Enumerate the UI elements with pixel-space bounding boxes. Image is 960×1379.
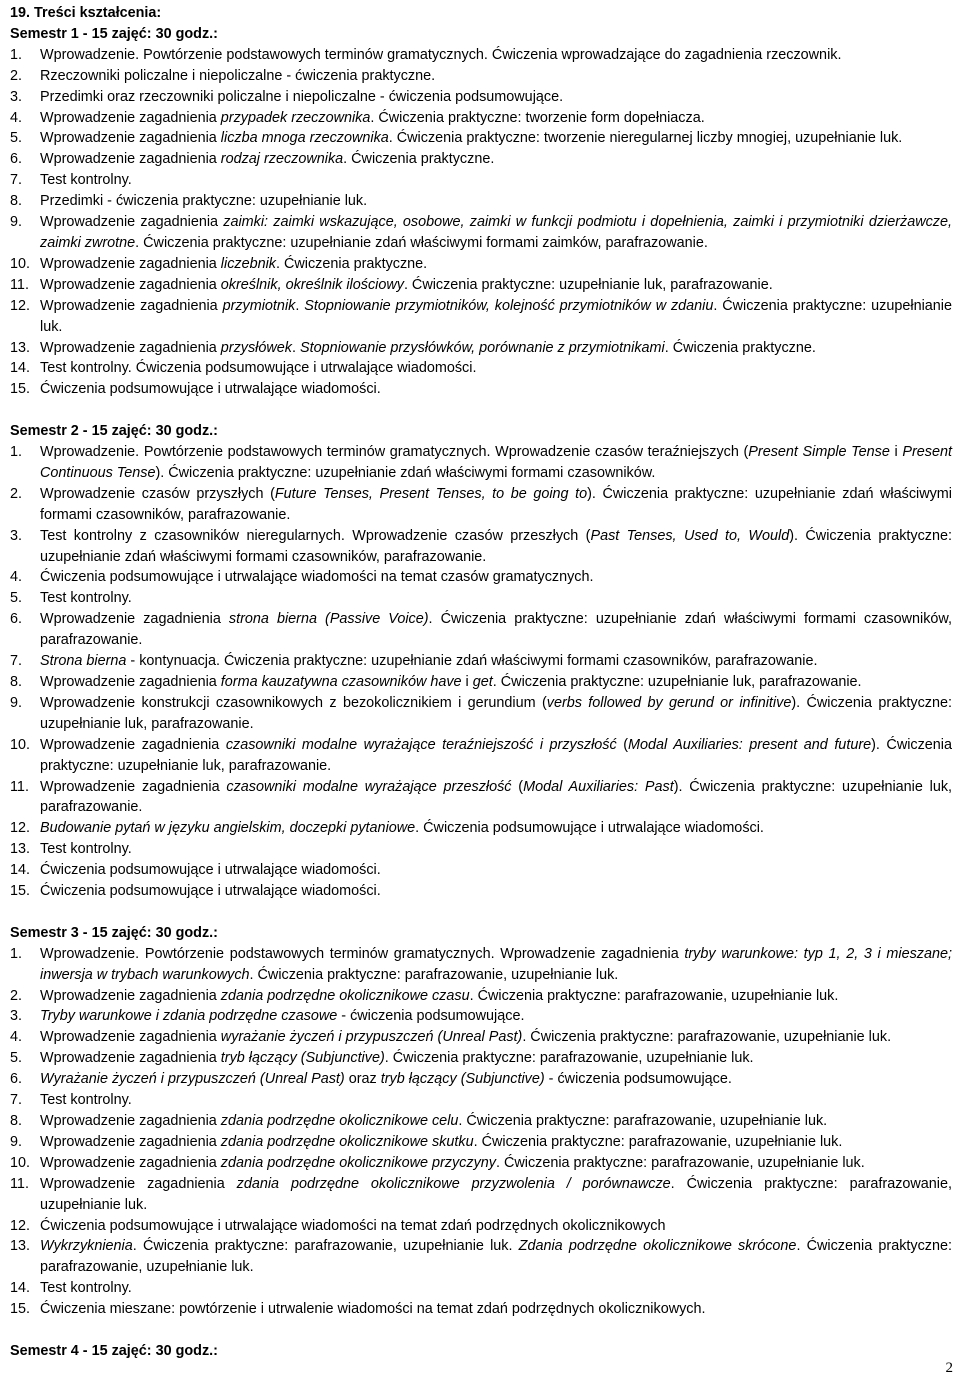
topic-item bbox=[10, 1236, 952, 1278]
topic-term: tryb łączący (Subjunctive) bbox=[220, 1050, 385, 1067]
topic-text: Wprowadzenie zagadnienia bbox=[40, 109, 221, 126]
topic-term: Tryby warunkowe i zdania podrzędne czasowe bbox=[40, 1008, 338, 1025]
topic-item bbox=[10, 693, 952, 735]
topic-text: i bbox=[889, 444, 903, 461]
topic-text: Wprowadzenie. Powtórzenie podstawowych terminów gramatycznych. Wprowadzenie zagadnienia bbox=[40, 945, 685, 962]
spacer bbox=[10, 400, 952, 421]
topic-text: - ćwiczenia podsumowujące. bbox=[337, 1008, 525, 1025]
topic-text: . Ćwiczenia praktyczne: parafrazowanie, uzupełnianie luk. bbox=[473, 1133, 843, 1150]
topic-text: Wprowadzenie zagadnienia bbox=[40, 1175, 237, 1192]
topic-number: 13. bbox=[10, 841, 31, 858]
spacer bbox=[10, 1320, 952, 1341]
topic-item bbox=[10, 818, 952, 839]
topic-item bbox=[10, 1153, 952, 1174]
topic-text: Wprowadzenie. Powtórzenie podstawowych terminów gramatycznych. Ćwiczenia wprowadzające do zagadnienia rzeczownik. bbox=[40, 46, 842, 63]
topic-term: Present Simple Tense bbox=[748, 444, 890, 461]
topic-item bbox=[10, 338, 952, 359]
topic-number: 14. bbox=[10, 360, 31, 377]
topic-term: Budowanie pytań w języku angielskim, doczepki pytaniowe bbox=[40, 820, 416, 837]
topic-text: Wprowadzenie zagadnienia bbox=[40, 611, 229, 628]
topic-text: Wprowadzenie. Powtórzenie podstawowych terminów gramatycznych. Wprowadzenie czasów teraźniejszych ( bbox=[40, 444, 749, 461]
topic-text: ). Ćwiczenia praktyczne: uzupełnianie zdań właściwymi formami czasowników. bbox=[155, 464, 656, 481]
topic-text: - ćwiczenia podsumowujące. bbox=[544, 1071, 732, 1088]
topic-text: Wprowadzenie zagadnienia bbox=[40, 1154, 221, 1171]
topic-term: Past Tenses, Used to, Would bbox=[590, 527, 790, 544]
topic-text: Test kontrolny. bbox=[40, 172, 132, 189]
topic-term: tryby warunkowe: typ 1, 2, 3 i mieszane; inwersja w trybach warunkowych bbox=[40, 945, 952, 983]
topic-term: Zdania podrzędne okolicznikowe skrócone bbox=[518, 1238, 797, 1255]
topic-text: ). Ćwiczenia praktyczne: uzupełnianie luk, parafrazowanie. bbox=[40, 694, 952, 732]
topic-number: 6. bbox=[10, 611, 23, 628]
topic-text: . Ćwiczenia praktyczne: uzupełnianie luk. bbox=[40, 297, 952, 335]
topic-term: wyrażanie życzeń i przypuszczeń (Unreal Past) bbox=[220, 1029, 523, 1046]
topic-item bbox=[10, 1174, 952, 1216]
semesters-container bbox=[10, 24, 952, 1362]
topic-item bbox=[10, 1048, 952, 1069]
topic-number: 15. bbox=[10, 1301, 31, 1318]
topic-text: . Ćwiczenia podsumowujące i utrwalające wiadomości. bbox=[415, 820, 764, 837]
topic-text: Wprowadzenie zagadnienia bbox=[40, 1050, 221, 1067]
topic-text: . Ćwiczenia praktyczne: parafrazowanie, uzupełnianie luk. bbox=[40, 1175, 952, 1213]
topic-term: Stopniowanie przysłówków, porównanie z przymiotnikami bbox=[299, 339, 665, 356]
topic-text: Test kontrolny. bbox=[40, 1280, 132, 1297]
topic-term: Modal Auxiliaries: present and future bbox=[628, 736, 872, 753]
topic-term: zdania podrzędne okolicznikowe przyzwolenia / porównawcze bbox=[236, 1175, 671, 1192]
topic-text: - kontynuacja. Ćwiczenia praktyczne: uzupełnianie zdań właściwymi formami czasowników, parafrazowanie. bbox=[126, 653, 818, 670]
topic-number: 1. bbox=[10, 945, 23, 962]
topic-term: zdania podrzędne okolicznikowe celu bbox=[220, 1113, 459, 1129]
topic-number: 11. bbox=[10, 778, 29, 795]
topic-text: Test kontrolny. Ćwiczenia podsumowujące i utrwalające wiadomości. bbox=[40, 360, 477, 377]
topic-text: Test kontrolny. bbox=[40, 841, 132, 858]
topic-list bbox=[10, 45, 952, 400]
topic-text: Wprowadzenie zagadnienia bbox=[40, 339, 221, 356]
topic-text: ). Ćwiczenia praktyczne: uzupełnianie zdań właściwymi formami czasowników, parafrazowanie. bbox=[40, 527, 952, 565]
topic-term: verbs followed by gerund or infinitive bbox=[546, 694, 792, 711]
topic-number: 9. bbox=[10, 694, 23, 711]
topic-number: 12. bbox=[10, 1217, 31, 1234]
topic-term: przysłówek bbox=[220, 339, 292, 356]
topic-text: Przedimki - ćwiczenia praktyczne: uzupełnianie luk. bbox=[40, 193, 368, 210]
topic-text: . Ćwiczenia praktyczne. bbox=[343, 151, 495, 168]
topic-item bbox=[10, 254, 952, 275]
topic-text: Wprowadzenie zagadnienia bbox=[40, 1029, 221, 1046]
topic-term: forma kauzatywna czasowników have bbox=[220, 673, 462, 690]
topic-term: rodzaj rzeczownika bbox=[220, 151, 344, 168]
topic-item bbox=[10, 1278, 952, 1299]
topic-term: zdania podrzędne okolicznikowe przyczyny bbox=[220, 1154, 496, 1171]
topic-item bbox=[10, 1027, 952, 1048]
topic-item bbox=[10, 442, 952, 484]
topic-term: przypadek rzeczownika bbox=[220, 109, 371, 126]
topic-number: 6. bbox=[10, 151, 23, 168]
semester-4 bbox=[10, 1320, 952, 1362]
topic-item bbox=[10, 567, 952, 588]
topic-text: Ćwiczenia podsumowujące i utrwalające wiadomości na temat czasów gramatycznych. bbox=[40, 569, 594, 586]
topic-term: Strona bierna bbox=[40, 653, 127, 670]
topic-term: Future Tenses, Present Tenses, to be going to bbox=[274, 485, 588, 502]
page-number: 2 bbox=[945, 1360, 953, 1376]
topic-term: czasowniki modalne wyrażające przeszłość bbox=[226, 778, 512, 795]
topic-number: 5. bbox=[10, 1050, 23, 1067]
topic-item bbox=[10, 1216, 952, 1237]
topic-text: . Ćwiczenia praktyczne: parafrazowanie, uzupełnianie luk. bbox=[495, 1154, 865, 1171]
topic-number: 2. bbox=[10, 987, 23, 1004]
topic-text: Wprowadzenie czasów przyszłych ( bbox=[40, 485, 275, 502]
topic-text: Ćwiczenia podsumowujące i utrwalające wiadomości. bbox=[40, 381, 381, 398]
topic-text: . Ćwiczenia praktyczne: parafrazowanie, uzupełnianie luk. bbox=[132, 1238, 519, 1255]
topic-item bbox=[10, 588, 952, 609]
topic-item bbox=[10, 1299, 952, 1320]
topic-term: Stopniowanie przymiotników, kolejność przymiotników w zdaniu bbox=[304, 297, 714, 314]
topic-number: 8. bbox=[10, 1113, 23, 1129]
topic-text: Wprowadzenie zagadnienia bbox=[40, 255, 221, 272]
topic-text: Przedimki oraz rzeczowniki policzalne i niepoliczalne - ćwiczenia podsumowujące. bbox=[40, 88, 564, 105]
topic-term: zdania podrzędne okolicznikowe czasu bbox=[220, 987, 470, 1004]
topic-term: zdania podrzędne okolicznikowe skutku bbox=[220, 1133, 474, 1150]
topic-number: 15. bbox=[10, 883, 31, 900]
topic-text: Wprowadzenie zagadnienia bbox=[40, 151, 221, 168]
topic-text: Ćwiczenia podsumowujące i utrwalające wiadomości. bbox=[40, 883, 381, 900]
topic-item bbox=[10, 735, 952, 777]
topic-text: ( bbox=[511, 778, 524, 795]
topic-term: określnik, określnik ilościowy bbox=[220, 276, 404, 293]
topic-text: Wprowadzenie zagadnienia bbox=[40, 673, 221, 690]
topic-term: Modal Auxiliaries: Past bbox=[523, 778, 674, 795]
topic-text: Wprowadzenie konstrukcji czasownikowych z bezokolicznikiem i gerundium ( bbox=[40, 694, 547, 711]
topic-number: 8. bbox=[10, 193, 23, 210]
topic-number: 14. bbox=[10, 862, 31, 879]
topic-item bbox=[10, 128, 952, 149]
topic-term: tryb łączący (Subjunctive) bbox=[380, 1071, 545, 1088]
topic-number: 2. bbox=[10, 67, 23, 84]
topic-number: 4. bbox=[10, 109, 23, 126]
topic-text: . Ćwiczenia praktyczne: parafrazowanie, uzupełnianie luk. bbox=[469, 987, 839, 1004]
topic-number: 14. bbox=[10, 1280, 31, 1297]
topic-item bbox=[10, 275, 952, 296]
topic-item bbox=[10, 45, 952, 66]
topic-number: 4. bbox=[10, 569, 23, 586]
topic-text: . Ćwiczenia praktyczne: parafrazowanie, uzupełnianie luk. bbox=[522, 1029, 892, 1046]
document-page bbox=[10, 3, 952, 1362]
topic-number: 9. bbox=[10, 214, 23, 231]
topic-number: 8. bbox=[10, 673, 23, 690]
topic-text: . Ćwiczenia praktyczne: parafrazowanie, uzupełnianie luk. bbox=[384, 1050, 754, 1067]
topic-number: 2. bbox=[10, 485, 23, 502]
topic-text: ). Ćwiczenia praktyczne: uzupełnianie luk, parafrazowanie. bbox=[40, 736, 953, 774]
topic-term: czasowniki modalne wyrażające teraźniejszość i przyszłość bbox=[225, 736, 617, 753]
topic-number: 4. bbox=[10, 1029, 23, 1046]
topic-item bbox=[10, 1132, 952, 1153]
topic-text: ). Ćwiczenia praktyczne: uzupełnianie zdań właściwymi formami czasowników, parafrazowanie. bbox=[40, 485, 952, 523]
topic-text: ( bbox=[616, 736, 629, 753]
section-title: 19. Treści kształcenia: bbox=[10, 5, 162, 21]
topic-number: 11. bbox=[10, 276, 29, 293]
topic-item bbox=[10, 1090, 952, 1111]
topic-text: Wprowadzenie zagadnienia bbox=[40, 297, 223, 314]
topic-item bbox=[10, 881, 952, 902]
topic-text: i bbox=[461, 673, 473, 690]
topic-term: liczba mnoga rzeczownika bbox=[220, 130, 389, 147]
topic-text: Wprowadzenie zagadnienia bbox=[40, 736, 226, 753]
topic-text: Wprowadzenie zagadnienia bbox=[40, 1133, 221, 1150]
topic-text: . bbox=[295, 297, 305, 314]
semester-heading: Semestr 3 - 15 zajęć: 30 godz.: bbox=[10, 924, 218, 941]
topic-item bbox=[10, 609, 952, 651]
topic-number: 10. bbox=[10, 1154, 31, 1171]
topic-number: 15. bbox=[10, 381, 31, 398]
topic-item bbox=[10, 672, 952, 693]
topic-item bbox=[10, 379, 952, 400]
topic-text: . Ćwiczenia praktyczne: uzupełnianie luk, parafrazowanie. bbox=[403, 276, 773, 293]
topic-number: 7. bbox=[10, 172, 23, 189]
topic-term: get bbox=[472, 673, 493, 690]
topic-item bbox=[10, 777, 952, 819]
semester-heading: Semestr 4 - 15 zajęć: 30 godz.: bbox=[10, 1342, 218, 1359]
topic-item bbox=[10, 986, 952, 1007]
topic-number: 5. bbox=[10, 590, 23, 607]
spacer bbox=[10, 902, 952, 923]
topic-item bbox=[10, 651, 952, 672]
topic-text: Wprowadzenie zagadnienia bbox=[40, 778, 227, 795]
topic-text: . Ćwiczenia praktyczne: uzupełnianie luk, parafrazowanie. bbox=[492, 673, 862, 690]
topic-text: . Ćwiczenia praktyczne. bbox=[664, 339, 816, 356]
topic-text: Ćwiczenia podsumowujące i utrwalające wiadomości. bbox=[40, 862, 381, 879]
topic-term: Present Continuous Tense bbox=[40, 444, 952, 481]
topic-item bbox=[10, 149, 952, 170]
semester-heading: Semestr 2 - 15 zajęć: 30 godz.: bbox=[10, 423, 218, 440]
topic-term: liczebnik bbox=[220, 255, 276, 272]
topic-item bbox=[10, 358, 952, 379]
topic-number: 11. bbox=[10, 1175, 29, 1192]
topic-text: . bbox=[291, 339, 300, 356]
topic-number: 12. bbox=[10, 820, 31, 837]
topic-number: 3. bbox=[10, 88, 23, 105]
topic-item bbox=[10, 526, 952, 568]
topic-text: Wprowadzenie zagadnienia bbox=[40, 1113, 221, 1129]
topic-text: Test kontrolny. bbox=[40, 590, 132, 607]
topic-number: 10. bbox=[10, 736, 31, 753]
topic-text: Wprowadzenie zagadnienia bbox=[40, 214, 224, 231]
topic-text: Test kontrolny. bbox=[40, 1092, 132, 1109]
topic-item bbox=[10, 66, 952, 87]
topic-number: 5. bbox=[10, 130, 23, 147]
topic-number: 7. bbox=[10, 653, 23, 670]
topic-number: 13. bbox=[10, 339, 31, 356]
topic-item bbox=[10, 87, 952, 108]
topic-number: 3. bbox=[10, 527, 23, 544]
topic-number: 7. bbox=[10, 1092, 23, 1109]
topic-item bbox=[10, 1069, 952, 1090]
topic-text: . Ćwiczenia praktyczne. bbox=[276, 255, 428, 272]
topic-item bbox=[10, 944, 952, 986]
topic-text: oraz bbox=[344, 1071, 381, 1088]
semester-heading: Semestr 1 - 15 zajęć: 30 godz.: bbox=[10, 25, 218, 42]
topic-item bbox=[10, 860, 952, 881]
topic-number: 6. bbox=[10, 1071, 23, 1088]
semester-1 bbox=[10, 24, 952, 400]
topic-text: Test kontrolny z czasowników nieregularnych. Wprowadzenie czasów przeszłych ( bbox=[40, 527, 591, 544]
topic-text: Wprowadzenie zagadnienia bbox=[40, 987, 221, 1004]
topic-number: 9. bbox=[10, 1133, 23, 1150]
topic-number: 3. bbox=[10, 1008, 23, 1025]
topic-text: . Ćwiczenia praktyczne: tworzenie nieregularnej liczby mnogiej, uzupełnianie luk. bbox=[388, 130, 903, 147]
topic-term: przymiotnik bbox=[222, 297, 296, 314]
topic-text: . Ćwiczenia praktyczne: parafrazowanie, uzupełnianie luk. bbox=[458, 1113, 828, 1129]
topic-text: ). Ćwiczenia praktyczne: uzupełnianie luk, parafrazowanie. bbox=[40, 778, 953, 816]
topic-text: . Ćwiczenia praktyczne: parafrazowanie, uzupełnianie luk. bbox=[249, 966, 619, 983]
topic-item bbox=[10, 484, 952, 526]
topic-term: strona bierna (Passive Voice) bbox=[228, 611, 429, 628]
topic-number: 12. bbox=[10, 297, 31, 314]
topic-item bbox=[10, 191, 952, 212]
topic-term: Wyrażanie życzeń i przypuszczeń (Unreal Past) bbox=[40, 1071, 345, 1088]
topic-item bbox=[10, 170, 952, 191]
topic-item bbox=[10, 1111, 952, 1132]
topic-text: . Ćwiczenia praktyczne: uzupełnianie zdań właściwymi formami zaimków, parafrazowanie. bbox=[135, 234, 708, 251]
topic-list bbox=[10, 944, 952, 1320]
topic-item bbox=[10, 1006, 952, 1027]
topic-text: Ćwiczenia podsumowujące i utrwalające wiadomości na temat zdań podrzędnych okolicznikowych bbox=[40, 1217, 666, 1234]
topic-text: Ćwiczenia mieszane: powtórzenie i utrwalenie wiadomości na temat zdań podrzędnych okolicznikowych. bbox=[40, 1301, 706, 1318]
topic-number: 10. bbox=[10, 255, 31, 272]
topic-text: . Ćwiczenia praktyczne: tworzenie form dopełniacza. bbox=[370, 109, 705, 126]
topic-item bbox=[10, 108, 952, 129]
topic-number: 1. bbox=[10, 444, 23, 461]
topic-text: Wprowadzenie zagadnienia bbox=[40, 276, 221, 293]
topic-item bbox=[10, 296, 952, 338]
topic-list bbox=[10, 442, 952, 902]
semester-2 bbox=[10, 400, 952, 902]
topic-text: Rzeczowniki policzalne i niepoliczalne - ćwiczenia praktyczne. bbox=[40, 67, 436, 84]
topic-term: Wykrzyknienia bbox=[40, 1238, 133, 1255]
topic-text: Wprowadzenie zagadnienia bbox=[40, 130, 221, 147]
topic-number: 1. bbox=[10, 46, 23, 63]
topic-item bbox=[10, 839, 952, 860]
topic-item bbox=[10, 212, 952, 254]
topic-number: 13. bbox=[10, 1238, 31, 1255]
topic-text: . Ćwiczenia praktyczne: parafrazowanie, uzupełnianie luk. bbox=[40, 1238, 952, 1276]
topic-term: zaimki: zaimki wskazujące, osobowe, zaimki w funkcji podmiotu i dopełnienia, zaimki i przymiotniki dzierżawcze, zaimki zwrotne bbox=[40, 214, 952, 251]
semester-3 bbox=[10, 902, 952, 1320]
topic-text: . Ćwiczenia praktyczne: uzupełnianie zdań właściwymi formami czasowników, parafrazowanie. bbox=[40, 611, 953, 649]
